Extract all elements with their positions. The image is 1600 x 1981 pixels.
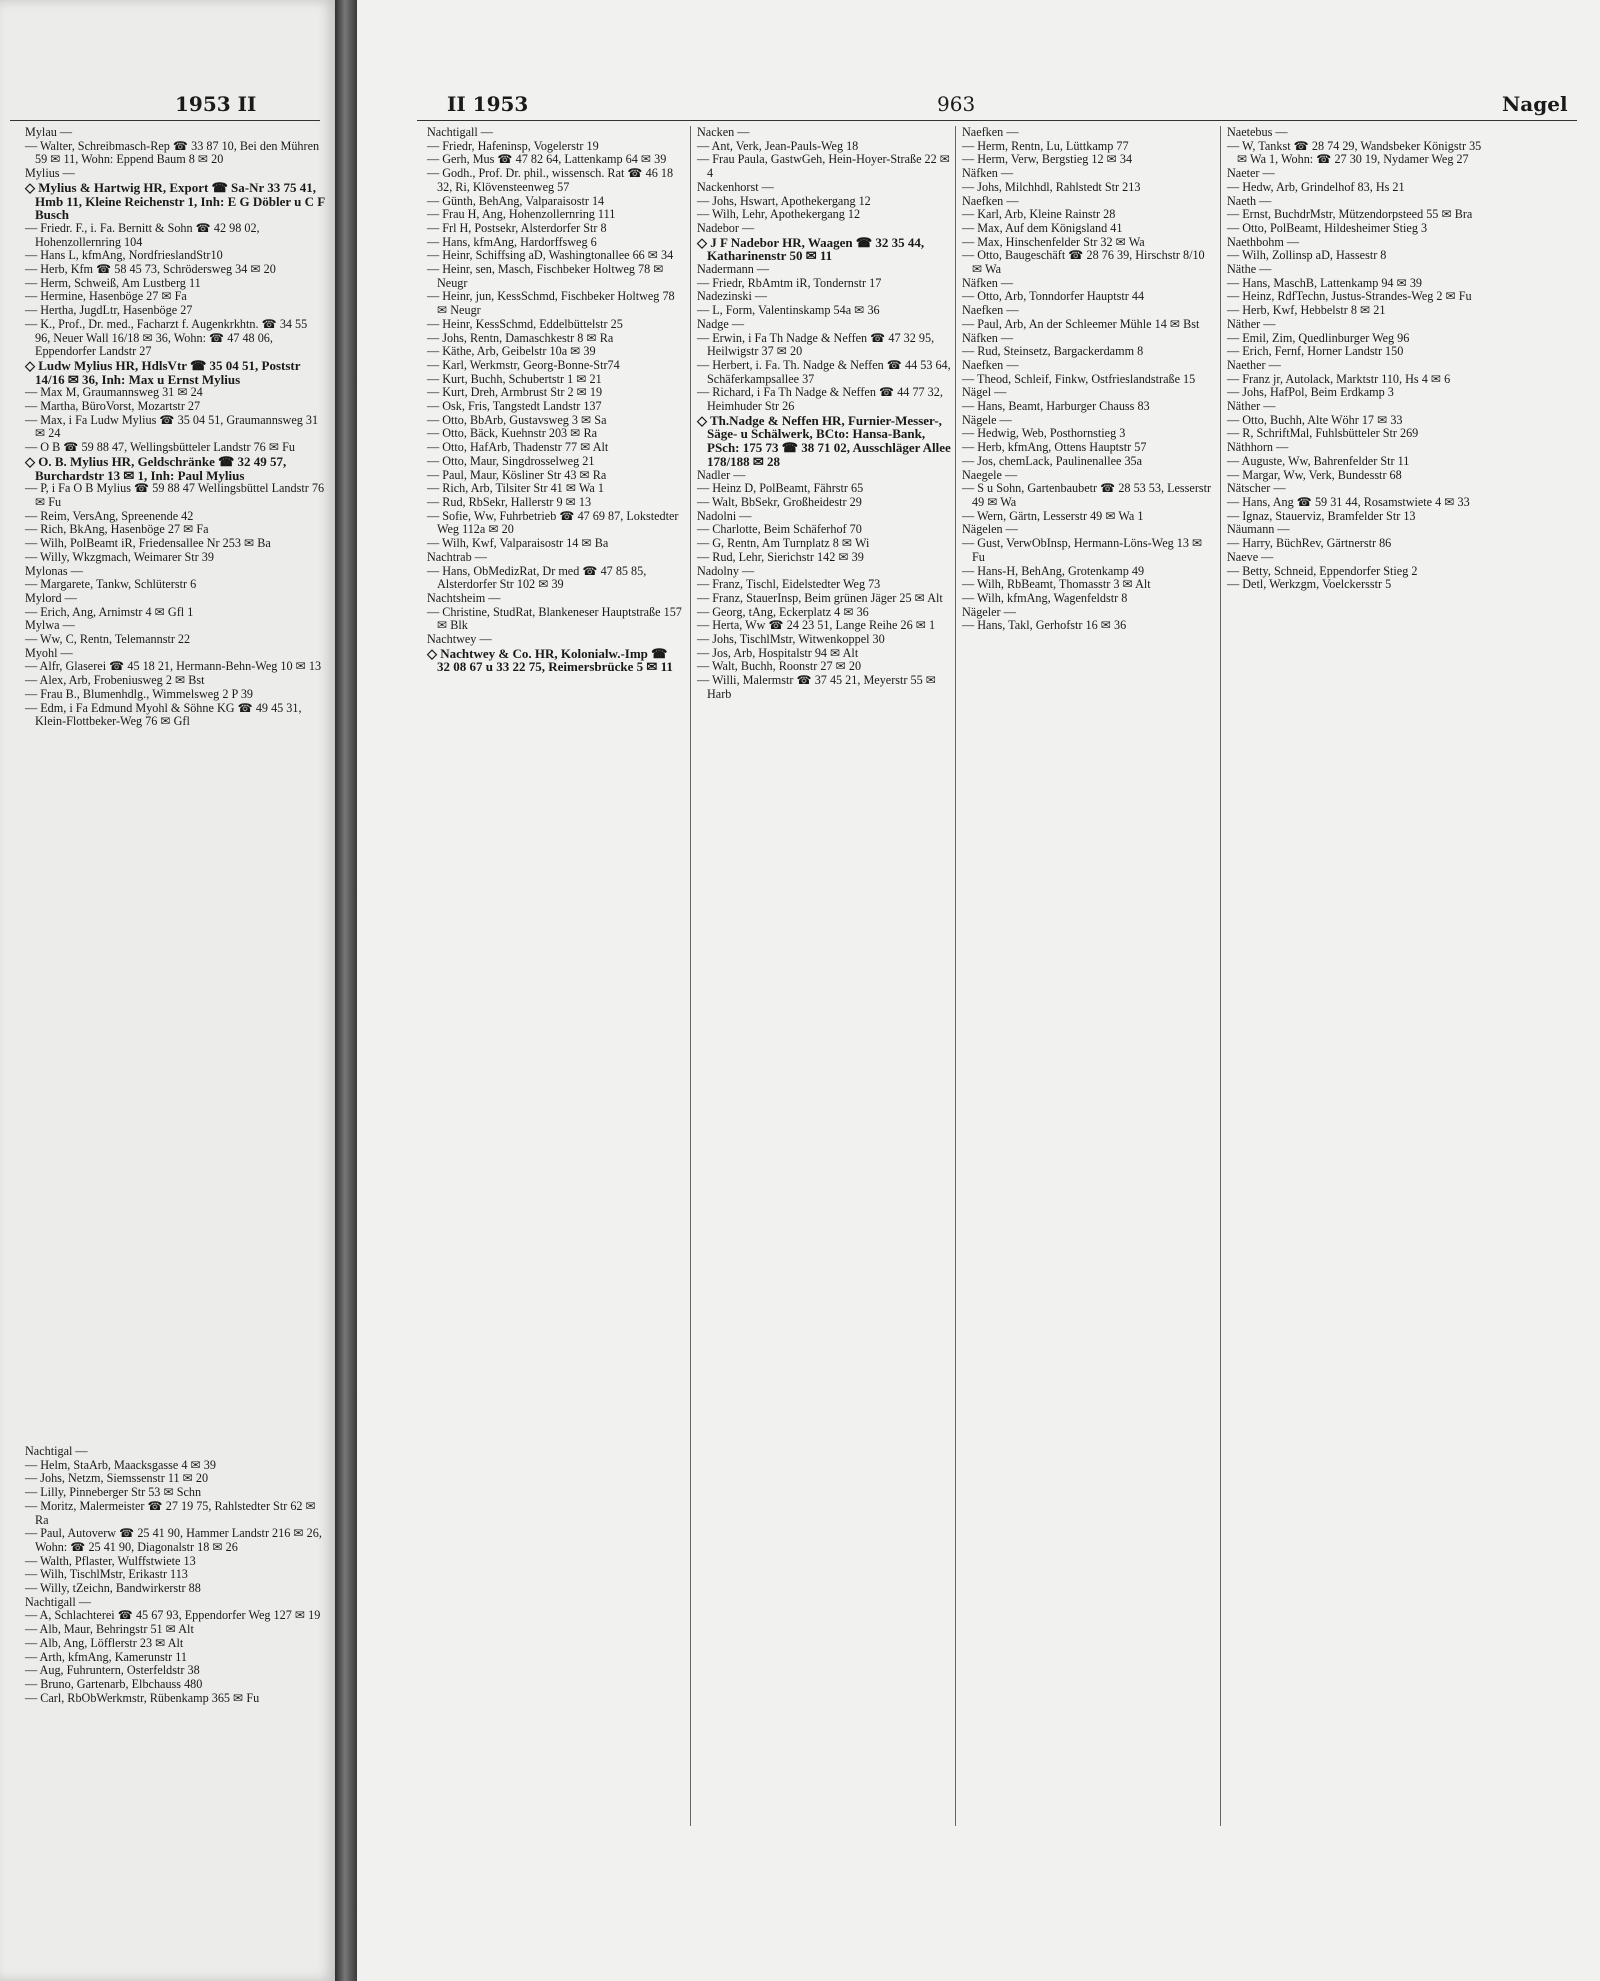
directory-entry: Nadezinski — [697, 289, 768, 304]
directory-entry: — Martha, BüroVorst, Mozartstr 27 [25, 399, 201, 414]
directory-entry: — Otto, BbArb, Gustavsweg 3 ✉ Sa [427, 412, 607, 427]
directory-entry: — Paul, Maur, Kösliner Str 43 ✉ Ra [427, 467, 607, 482]
directory-entry: — Otto, Buchh, Alte Wöhr 17 ✉ 33 [1227, 412, 1403, 427]
directory-entry: — Franz, Tischl, Eidelstedter Weg 73 [697, 577, 881, 592]
column-divider [955, 126, 956, 1826]
directory-entry: — Franz, StauerInsp, Beim grünen Jäger 25 ✉ Alt [697, 590, 943, 605]
directory-entry: — Wilh, TischlMstr, Erikastr 113 [25, 1567, 188, 1582]
directory-entry: — Johs, HafPol, Beim Erdkamp 3 [1227, 385, 1394, 400]
directory-entry: Nätscher — [1227, 481, 1286, 496]
right-page [357, 0, 1600, 1981]
directory-entry: Nadebor — [697, 220, 755, 235]
directory-entry: — Rud, Steinsetz, Bargackerdamm 8 [962, 344, 1144, 359]
directory-entry: — Max M, Graumannsweg 31 ✉ 24 [25, 385, 203, 400]
directory-entry: — Max, Auf dem Königsland 41 [962, 220, 1123, 235]
directory-entry: — Otto, PolBeamt, Hildesheimer Stieg 3 [1227, 220, 1428, 235]
directory-entry: — Heinr, Schiffsing aD, Washingtonallee 66 ✉ 34 [427, 248, 674, 263]
directory-entry: Naether — [1227, 357, 1281, 372]
directory-entry: — Herb, kfmAng, Ottens Hauptstr 57 [962, 440, 1147, 455]
directory-entry: — Frau H, Ang, Hohenzollernring 111 [427, 207, 616, 222]
directory-entry: Mylord — [25, 590, 77, 605]
directory-entry: Naeth — [1227, 193, 1272, 208]
directory-entry: — Hans L, kfmAng, NordfrieslandStr10 [25, 248, 223, 263]
directory-entry: — Herb, Kwf, Hebbelstr 8 ✉ 21 [1227, 303, 1386, 318]
directory-entry: — Johs, Rentn, Damaschkestr 8 ✉ Ra [427, 330, 614, 345]
directory-entry: — Ww, C, Rentn, Telemannstr 22 [25, 632, 191, 647]
directory-entry: Näfken — [962, 330, 1014, 345]
directory-entry: Myohl — [25, 645, 73, 660]
directory-entry: — Wilh, PolBeamt iR, Friedensallee Nr 253 ✉ Ba [25, 536, 271, 551]
directory-entry: — Bruno, Gartenarb, Elbchauss 480 [25, 1676, 203, 1691]
directory-entry: — Otto, Bäck, Kuehnstr 203 ✉ Ra [427, 426, 597, 441]
directory-entry: Nachtigall — [25, 1594, 91, 1609]
column-divider [690, 126, 691, 1826]
directory-entry: ◇ O. B. Mylius HR, Geldschränke ☎ 32 49 57, Burchardstr 13 ✉ 1, Inh: Paul Mylius [25, 453, 287, 483]
directory-entry: — Charlotte, Beim Schäferhof 70 [697, 522, 862, 537]
directory-entry: — Wilh, Lehr, Apothekergang 12 [697, 207, 861, 222]
directory-entry: — Hertha, JugdLtr, Hasenböge 27 [25, 303, 193, 318]
directory-entry: — Walter, Schreibmasch-Rep ☎ 33 87 10, Bei den Mühren 59 ✉ 11, Wohn: Eppend Baum 8 ✉ 20 [25, 138, 320, 167]
directory-entry: — Johs, Hswart, Apothekergang 12 [697, 193, 871, 208]
directory-entry: — Alb, Maur, Behringstr 51 ✉ Alt [25, 1622, 194, 1637]
directory-entry: — Aug, Fuhruntern, Osterfeldstr 38 [25, 1663, 200, 1678]
column-2 [697, 126, 952, 702]
directory-entry: — Heinz D, PolBeamt, Fährstr 65 [697, 481, 864, 496]
directory-entry: — Arth, kfmAng, Kamerunstr 11 [25, 1649, 188, 1664]
directory-entry: — Hans, MaschB, Lattenkamp 94 ✉ 39 [1227, 275, 1423, 290]
directory-entry: Nackenhorst — [697, 179, 774, 194]
directory-entry: — Hans, ObMedizRat, Dr med ☎ 47 85 85, Alsterdorfer Str 102 ✉ 39 [427, 563, 647, 592]
header-rule [417, 120, 1577, 121]
directory-entry: — Franz jr, Autolack, Marktstr 110, Hs 4 ✉ 6 [1227, 371, 1451, 386]
directory-entry: ◇ Ludw Mylius HR, HdlsVtr ☎ 35 04 51, Poststr 14/16 ✉ 36, Inh: Max u Ernst Mylius [25, 357, 301, 387]
directory-entry: Naeter — [1227, 166, 1275, 181]
directory-entry: Nägelen — [962, 522, 1018, 537]
directory-entry: — Richard, i Fa Th Nadge & Neffen ☎ 44 77 32, Heimhuder Str 26 [697, 385, 943, 414]
directory-entry: Nadolni — [697, 508, 752, 523]
header-rule [10, 120, 320, 121]
left-page-header: 1953 II [175, 92, 257, 116]
directory-entry: — Herm, Verw, Bergstieg 12 ✉ 34 [962, 152, 1133, 167]
directory-entry: Näumann — [1227, 522, 1290, 537]
directory-entry: — Wern, Gärtn, Lesserstr 49 ✉ Wa 1 [962, 508, 1144, 523]
directory-entry: Naetebus — [1227, 125, 1288, 139]
directory-entry: — Rich, Arb, Tilsiter Str 41 ✉ Wa 1 [427, 481, 604, 496]
directory-entry: Nadler — [697, 467, 746, 482]
directory-entry: ◇ J F Nadebor HR, Waagen ☎ 32 35 44, Katharinenstr 50 ✉ 11 [697, 234, 925, 264]
directory-entry: Naefken — [962, 303, 1019, 318]
directory-entry: Näther — [1227, 316, 1276, 331]
directory-entry: — Walt, Buchh, Roonstr 27 ✉ 20 [697, 659, 862, 674]
directory-entry: — R, SchriftMal, Fuhlsbütteler Str 269 [1227, 426, 1419, 441]
directory-entry: Nachtwey — [427, 632, 492, 647]
directory-entry: — Kurt, Dreh, Armbrust Str 2 ✉ 19 [427, 385, 603, 400]
directory-entry: — Erich, Fernf, Horner Landstr 150 [1227, 344, 1404, 359]
directory-entry: — Gerh, Mus ☎ 47 82 64, Lattenkamp 64 ✉ 39 [427, 152, 667, 167]
directory-entry: — P, i Fa O B Mylius ☎ 59 88 47 Wellingsbüttel Landstr 76 ✉ Fu [25, 481, 325, 509]
directory-entry: — Karl, Werkmstr, Georg-Bonne-Str74 [427, 357, 620, 372]
directory-entry: Näthe — [1227, 262, 1272, 277]
directory-entry: — Johs, Milchhdl, Rahlstedt Str 213 [962, 179, 1141, 194]
directory-entry: Nadolny — [697, 563, 755, 578]
directory-entry: — Christine, StudRat, Blankeneser Hauptstraße 157 ✉ Blk [427, 604, 682, 633]
directory-entry: — Otto, HafArb, Thadenstr 77 ✉ Alt [427, 440, 609, 455]
directory-entry: — Theod, Schleif, Finkw, Ostfrieslandstraße 15 [962, 371, 1196, 386]
directory-entry: — Wilh, Zollinsp aD, Hassestr 8 [1227, 248, 1387, 263]
column-3 [962, 126, 1217, 633]
directory-entry: — Otto, Baugeschäft ☎ 28 76 39, Hirschstr 8/10 ✉ Wa [962, 248, 1205, 277]
directory-entry: Nadermann — [697, 262, 770, 277]
directory-entry: Nägele — [962, 412, 1012, 427]
directory-entry: — Herb, Kfm ☎ 58 45 73, Schrödersweg 34 ✉ 20 [25, 262, 276, 277]
directory-entry: — Lilly, Pinneberger Str 53 ✉ Schn [25, 1485, 202, 1500]
directory-entry: — Frau Paula, GastwGeh, Hein-Hoyer-Straße 22 ✉ 4 [697, 152, 950, 181]
directory-entry: — Ernst, BuchdrMstr, Mützendorpsteed 55 ✉ Bra [1227, 207, 1473, 222]
directory-entry: — Wilh, Kwf, Valparaisostr 14 ✉ Ba [427, 536, 609, 551]
directory-entry: — Edm, i Fa Edmund Myohl & Söhne KG ☎ 49 45 31, Klein-Flottbeker-Weg 76 ✉ Gfl [25, 700, 302, 729]
directory-entry: — Heinz, RdfTechn, Justus-Strandes-Weg 2 ✉ Fu [1227, 289, 1472, 304]
book-spine [335, 0, 357, 1981]
directory-entry: — Herm, Schweiß, Am Lustberg 11 [25, 275, 201, 290]
directory-entry: Nachtigal — [25, 1444, 88, 1458]
directory-entry: — Hans-H, BehAng, Grotenkamp 49 [962, 563, 1145, 578]
directory-entry: — Frl H, Postsekr, Alsterdorfer Str 8 [427, 220, 607, 235]
directory-entry: — Max, i Fa Ludw Mylius ☎ 35 04 51, Graumannsweg 31 ✉ 24 [25, 412, 319, 441]
directory-entry: Naefken — [962, 125, 1019, 139]
directory-entry: — Heinr, KessSchmd, Eddelbüttelstr 25 [427, 316, 623, 331]
directory-entry: ◇ Th.Nadge & Neffen HR, Furnier-Messer-, Säge- u Schälwerk, BCto: Hansa-Bank, PSch: 175 73 ☎ 38 71 02, Ausschläger Allee 178/188 ✉ 28 [697, 412, 951, 469]
directory-entry: — Friedr, Hafeninsp, Vogelerstr 19 [427, 138, 599, 153]
directory-entry: — Otto, Maur, Singdrosselweg 21 [427, 453, 595, 468]
directory-entry: — Herbert, i. Fa. Th. Nadge & Neffen ☎ 44 53 64, Schäferkampsallee 37 [697, 357, 951, 386]
directory-entry: — Godh., Prof. Dr. phil., wissensch. Rat ☎ 46 18 32, Ri, Klövensteenweg 57 [427, 166, 674, 194]
directory-entry: — Margar, Ww, Verk, Bundesstr 68 [1227, 467, 1402, 482]
directory-entry: — Heinr, jun, KessSchmd, Fischbeker Holtweg 78 ✉ Neugr [427, 289, 675, 318]
directory-entry: — Helm, StaArb, Maacksgasse 4 ✉ 39 [25, 1457, 216, 1472]
left-page [0, 0, 335, 1981]
directory-entry: — K., Prof., Dr. med., Facharzt f. Augenkrkhtn. ☎ 34 55 96, Neuer Wall 16/18 ✉ 36, Wohn: ☎ 47 48 06, Eppendorfer Landstr 27 [25, 316, 308, 359]
directory-entry: — Margarete, Tankw, Schlüterstr 6 [25, 577, 197, 592]
directory-entry: Näthhorn — [1227, 440, 1289, 455]
page-number: 963 [937, 92, 976, 116]
directory-entry: Nadge — [697, 316, 745, 331]
directory-entry: — Sofie, Ww, Fuhrbetrieb ☎ 47 69 87, Lokstedter Weg 112a ✉ 20 [427, 508, 679, 537]
directory-entry: — Erwin, i Fa Th Nadge & Neffen ☎ 47 32 95, Heilwigstr 37 ✉ 20 [697, 330, 935, 359]
directory-entry: — Betty, Schneid, Eppendorfer Stieg 2 [1227, 563, 1418, 578]
directory-entry: — Heinr, sen, Masch, Fischbeker Holtweg 78 ✉ Neugr [427, 262, 664, 290]
directory-entry: Mylonas — [25, 563, 83, 578]
directory-entry: — Walt, BbSekr, Großheidestr 29 [697, 494, 862, 509]
column-1 [427, 126, 682, 674]
directory-entry: — Alb, Ang, Löfflerstr 23 ✉ Alt [25, 1635, 184, 1650]
directory-entry: — Moritz, Malermeister ☎ 27 19 75, Rahlstedter Str 62 ✉ Ra [25, 1498, 316, 1527]
directory-entry: Mylwa — [25, 618, 75, 633]
directory-entry: — Carl, RbObWerkmstr, Rübenkamp 365 ✉ Fu [25, 1690, 260, 1705]
directory-entry: — Alex, Arb, Frobeniusweg 2 ✉ Bst [25, 673, 205, 688]
directory-entry: — Gust, VerwObInsp, Hermann-Löns-Weg 13 ✉ Fu [962, 536, 1203, 564]
directory-entry: — Ant, Verk, Jean-Pauls-Weg 18 [697, 138, 859, 153]
column-divider [1220, 126, 1221, 1826]
directory-entry: Mylius — [25, 166, 75, 181]
directory-entry: — Wilh, RbBeamt, Thomasstr 3 ✉ Alt [962, 577, 1151, 592]
directory-entry: Naeve — [1227, 549, 1274, 564]
directory-entry: Nachtrab — [427, 549, 487, 564]
directory-entry: — Johs, TischlMstr, Witwenkoppel 30 [697, 632, 885, 647]
directory-entry: — Günth, BehAng, Valparaisostr 14 [427, 193, 605, 208]
running-head: Nagel [1502, 92, 1568, 116]
left-page-column-2 [25, 1445, 325, 1705]
directory-entry: — Alfr, Glaserei ☎ 45 18 21, Hermann-Behn-Weg 10 ✉ 13 [25, 659, 322, 674]
directory-entry: — Osk, Fris, Tangstedt Landstr 137 [427, 399, 602, 414]
directory-entry: — Paul, Arb, An der Schleemer Mühle 14 ✉ Bst [962, 316, 1200, 331]
directory-entry: Nägeler — [962, 604, 1016, 619]
directory-entry: ◇ Nachtwey & Co. HR, Kolonialw.-Imp ☎ 32 08 67 u 33 22 75, Reimersbrücke 5 ✉ 11 [427, 645, 673, 675]
directory-entry: — Jos, Arb, Hospitalstr 94 ✉ Alt [697, 645, 859, 660]
directory-entry: — W, Tankst ☎ 28 74 29, Wandsbeker Königstr 35 ✉ Wa 1, Wohn: ☎ 27 30 19, Nydamer Weg 27 [1227, 138, 1482, 167]
directory-entry: Näfken — [962, 166, 1014, 181]
directory-entry: — Willi, Malermstr ☎ 37 45 21, Meyerstr 55 ✉ Harb [697, 673, 936, 701]
directory-entry: — Friedr. F., i. Fa. Bernitt & Sohn ☎ 42 98 02, Hohenzollernring 104 [25, 220, 260, 249]
directory-entry: — O B ☎ 59 88 47, Wellingsbütteler Landstr 76 ✉ Fu [25, 440, 295, 455]
directory-entry: Näfken — [962, 275, 1014, 290]
directory-entry: — Hans, Beamt, Harburger Chauss 83 [962, 399, 1150, 414]
column-4 [1227, 126, 1482, 592]
left-page-column-1 [25, 126, 325, 729]
directory-entry: — Herta, Ww ☎ 24 23 51, Lange Reihe 26 ✉ 1 [697, 618, 936, 633]
directory-entry: — Käthe, Arb, Geibelstr 10a ✉ 39 [427, 344, 596, 359]
directory-entry: — G, Rentn, Am Turnplatz 8 ✉ Wi [697, 536, 870, 551]
directory-entry: — Frau B., Blumenhdlg., Wimmelsweg 2 P 39 [25, 686, 254, 701]
directory-entry: — Hermine, Hasenböge 27 ✉ Fa [25, 289, 187, 304]
directory-entry: — Ignaz, Stauerviz, Bramfelder Str 13 [1227, 508, 1416, 523]
directory-entry: Naefken — [962, 357, 1019, 372]
directory-entry: Nacken — [697, 125, 750, 139]
directory-entry: Mylau — [25, 125, 73, 139]
directory-entry: — Otto, Arb, Tonndorfer Hauptstr 44 [962, 289, 1145, 304]
directory-entry: — Wilh, kfmAng, Wagenfeldstr 8 [962, 590, 1128, 605]
directory-entry: — Willy, Wkzgmach, Weimarer Str 39 [25, 549, 214, 564]
directory-entry: — Hans, Takl, Gerhofstr 16 ✉ 36 [962, 618, 1127, 633]
directory-entry: — Hans, kfmAng, Hardorffsweg 6 [427, 234, 597, 249]
directory-entry: — Rich, BkAng, Hasenböge 27 ✉ Fa [25, 522, 209, 537]
directory-entry: — Kurt, Buchh, Schubertstr 1 ✉ 21 [427, 371, 602, 386]
directory-entry: Nägel — [962, 385, 1007, 400]
directory-entry: Näther — [1227, 399, 1276, 414]
directory-entry: — Karl, Arb, Kleine Rainstr 28 [962, 207, 1116, 222]
directory-entry: — Erich, Ang, Arnimstr 4 ✉ Gfl 1 [25, 604, 194, 619]
directory-entry: — Rud, RbSekr, Hallerstr 9 ✉ 13 [427, 494, 592, 509]
directory-entry: — Reim, VersAng, Spreenende 42 [25, 508, 194, 523]
directory-entry: Naefken — [962, 193, 1019, 208]
directory-entry: — Max, Hinschenfelder Str 32 ✉ Wa [962, 234, 1145, 249]
directory-entry: — S u Sohn, Gartenbaubetr ☎ 28 53 53, Lesserstr 49 ✉ Wa [962, 481, 1212, 509]
directory-entry: — Walth, Pflaster, Wulffstwiete 13 [25, 1553, 196, 1568]
directory-entry: — Friedr, RbAmtm iR, Tondernstr 17 [697, 275, 882, 290]
directory-entry: — Jos, chemLack, Paulinenallee 35a [962, 453, 1143, 468]
directory-entry: — Hedwig, Web, Posthornstieg 3 [962, 426, 1126, 441]
right-page-header-year: II 1953 [447, 92, 529, 116]
directory-entry: — Herm, Rentn, Lu, Lüttkamp 77 [962, 138, 1129, 153]
directory-entry: — Auguste, Ww, Bahrenfelder Str 11 [1227, 453, 1410, 468]
directory-entry: Nachtsheim — [427, 590, 501, 605]
directory-entry: — Hedw, Arb, Grindelhof 83, Hs 21 [1227, 179, 1405, 194]
directory-entry: — Harry, BüchRev, Gärtnerstr 86 [1227, 536, 1392, 551]
directory-entry: — Willy, tZeichn, Bandwirkerstr 88 [25, 1581, 201, 1596]
directory-entry: — Paul, Autoverw ☎ 25 41 90, Hammer Landstr 216 ✉ 26, Wohn: ☎ 25 41 90, Diagonalstr 18 ✉ 26 [25, 1526, 322, 1554]
directory-entry: — Hans, Ang ☎ 59 31 44, Rosamstwiete 4 ✉ 33 [1227, 494, 1470, 509]
directory-entry: — Georg, tAng, Eckerplatz 4 ✉ 36 [697, 604, 869, 619]
directory-entry: — Rud, Lehr, Sierichstr 142 ✉ 39 [697, 549, 864, 564]
directory-entry: — L, Form, Valentinskamp 54a ✉ 36 [697, 303, 880, 318]
directory-entry: — Emil, Zim, Quedlinburger Weg 96 [1227, 330, 1410, 345]
directory-entry: — A, Schlachterei ☎ 45 67 93, Eppendorfer Weg 127 ✉ 19 [25, 1608, 321, 1623]
directory-entry: Nachtigall — [427, 125, 493, 139]
directory-entry: Naethbohm — [1227, 234, 1300, 249]
directory-entry: — Johs, Netzm, Siemssenstr 11 ✉ 20 [25, 1471, 209, 1486]
directory-entry: — Detl, Werkzgm, Voelckersstr 5 [1227, 577, 1392, 592]
directory-entry: Naegele — [962, 467, 1018, 482]
directory-entry: ◇ Mylius & Hartwig HR, Export ☎ Sa-Nr 33 75 41, Hmb 11, Kleine Reichenstr 1, Inh: E G Döbler u C F Busch [25, 179, 325, 223]
